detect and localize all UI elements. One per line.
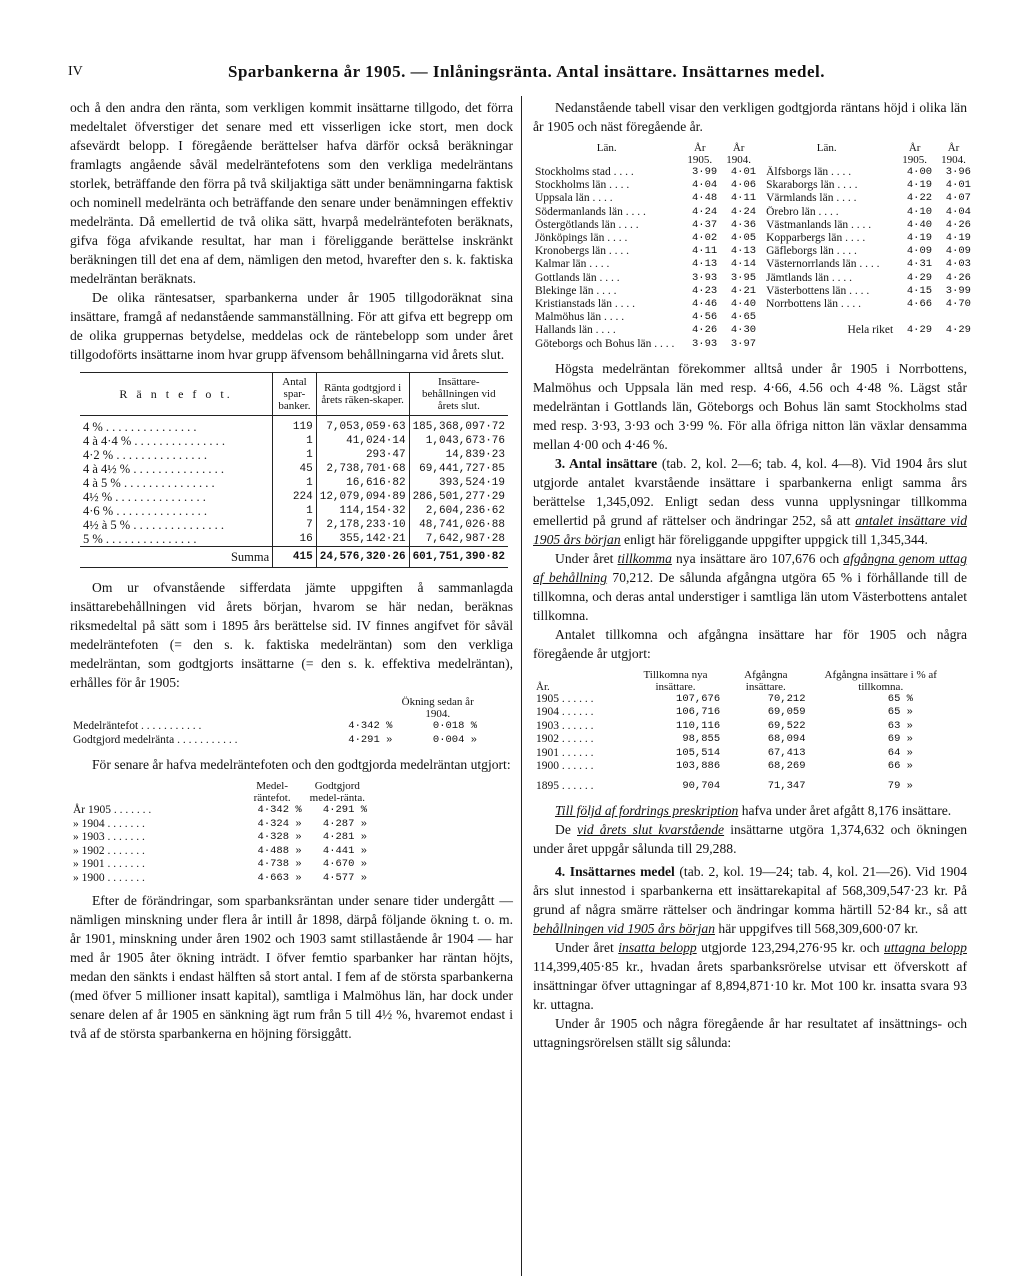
value-1905: 4·40	[906, 218, 933, 231]
banks-cell: 1	[273, 448, 317, 462]
year-cell: 1903 . . . . . .	[536, 719, 594, 732]
balance-cell: 393,524·19	[409, 476, 508, 490]
year-cell: 1905 . . . . . .	[536, 692, 594, 705]
paragraph: Till följd af fordrings preskription hafva under året afgått 8,176 insättare.	[555, 803, 952, 819]
year-cell: 1900 . . . . . .	[536, 760, 594, 773]
table-row	[533, 324, 973, 337]
table-row	[80, 518, 508, 532]
county-cell: Norrbottens län . . . .	[766, 298, 861, 311]
table-row	[533, 272, 973, 285]
rate-cell: 5 % . . . . . . . . . . . . . . .	[83, 532, 197, 546]
table-row	[80, 476, 508, 490]
banks-cell: 1	[273, 476, 317, 490]
paragraph: De vid årets slut kvarstående insättarne utgöra 1,374,632 och ökningen under året uppgår sålunda till 29,288.	[533, 822, 967, 857]
empty-cell	[895, 311, 934, 324]
county-cell: Västmanlands län . . . .	[766, 218, 872, 231]
banks-cell: 1	[273, 434, 317, 448]
yearly-rate-table	[70, 780, 370, 885]
value-1904: 3·95	[730, 271, 757, 284]
column-header: Godtgjord medel-ränta.	[309, 780, 365, 804]
value-cell: 4·342 %	[348, 720, 393, 732]
county-cell: Hallands län . . . .	[535, 324, 616, 337]
value-1904: 4·65	[730, 311, 757, 324]
rate-cell: 4·328 »	[257, 831, 302, 843]
table-row	[533, 206, 973, 219]
rate-cell: 4 à 5 % . . . . . . . . . . . . . . .	[83, 476, 215, 490]
paragraph: Högsta medelräntan förekommer alltså under år 1905 i Norrbottens, Malmöhus och Uppsala län med resp. 4·66, 4.56 och 4·48 %. Lägst står medelräntan i Gottlands län, Göteborgs och Bohus län samt Stockholms stad med resp. 3·93, 3·93 och 3·99 %. För alla öfriga nitton län växlar densamma mellan 4·00 och 4·46 %.	[533, 360, 967, 452]
county-cell: Örebro län . . . .	[766, 205, 839, 218]
total-label: Summa	[80, 547, 273, 568]
balance-cell: 48,741,026·88	[409, 518, 508, 532]
table-row	[533, 338, 973, 351]
interest-cell: 114,154·32	[316, 504, 409, 518]
new-cell: 106,716	[676, 706, 721, 719]
paragraph: Nedanstående tabell visar den verkligen godtgjorda räntans höjd i olika län år 1905 och näst föregående år.	[533, 100, 967, 134]
total-label: Hela riket	[847, 324, 894, 337]
value-1905: 4·00	[906, 166, 933, 178]
value-1904: 4·24	[730, 205, 757, 218]
value-1905: 4·02	[692, 232, 718, 245]
table-row	[70, 845, 370, 859]
table-row	[533, 774, 953, 794]
year-cell: År 1905 . . . . . . .	[73, 804, 152, 816]
county-cell: Göteborgs och Bohus län . . . .	[535, 337, 675, 350]
table-row	[533, 258, 973, 271]
column-header: R ä n t e f o t.	[119, 387, 233, 401]
empty-cell	[758, 311, 895, 324]
total-interest: 24,576,320·26	[316, 547, 409, 568]
paragraph: Under året insatta belopp utgjorde 123,294,276·95 kr. och uttagna belopp 114,399,405·85 kr., hvadan årets sparbanksrörelse utvisar ett öfverskott af insättningar öfver uttagningar af 8,894,871·10 kr. Mot 100 kr. insatta svara 93 kr. uttagna.	[533, 940, 967, 1013]
table-row	[533, 232, 973, 245]
total-banks: 415	[273, 547, 317, 568]
label-cell: Godtgjord medelränta . . . . . . . . . . .	[73, 733, 238, 746]
banks-cell: 45	[273, 462, 317, 476]
table-row	[533, 192, 973, 205]
county-cell: Stockholms stad . . . .	[535, 166, 634, 178]
balance-cell: 185,368,097·72	[409, 416, 508, 435]
pct-cell: 69 »	[887, 733, 913, 746]
value-1905: 4·46	[692, 298, 718, 311]
interest-cell: 41,024·14	[316, 434, 409, 448]
table-row	[80, 504, 508, 518]
table-row	[533, 720, 953, 734]
rate-cell: 4·342 %	[257, 804, 302, 816]
year-cell: 1895 . . . . . .	[536, 779, 594, 792]
banks-cell: 119	[273, 416, 317, 435]
value-1904: 4·07	[945, 192, 971, 205]
column-header: År.	[536, 680, 550, 693]
paragraph: och å den andra den ränta, som verkligen kommit insättarne tillgodo, det förra medeltalet öfverstiger det senare med ett visserligen icke stort, men dock afsevärdt belopp. I föregående berättelser hafva därför också beräkningar framlagts angående såväl medelräntefotens som den verkliga medelräntans storlek, beträffande den förra på två skiljaktiga sätt under benämningarna faktisk och nominell medelränta och beträffande den senare under benämningen effektiv medelränta. Då emellertid de två olika sätt, hvarpå medelräntefoten beräknats, gifva föga afvikande resultat, har man i föreliggande berättelse inskränkt beräkningen till det ena af dem, nämligen den metod, hvarefter den s. k. faktiska medelräntan beräknats.	[70, 100, 513, 286]
banks-cell: 7	[273, 518, 317, 532]
value-1905: 3·99	[692, 166, 718, 178]
column-header: 1904.	[726, 154, 752, 166]
paragraph: Antalet tillkomna och afgångna insättare har för 1905 och några föregående år utgjort:	[533, 626, 967, 661]
value-cell: 4·291 »	[348, 733, 393, 746]
value-1904: 3·96	[945, 166, 971, 178]
value-1904: 3·99	[945, 284, 971, 297]
column-header: Antal spar-banker.	[273, 373, 317, 416]
paid-cell: 4·577 »	[322, 871, 367, 884]
banks-cell: 224	[273, 490, 317, 504]
table-row	[80, 462, 508, 476]
county-cell: Uppsala län . . . .	[535, 192, 613, 205]
table-row	[70, 734, 480, 748]
balance-cell: 286,501,277·29	[409, 490, 508, 504]
depositor-change-table	[533, 669, 953, 794]
table-row	[80, 532, 508, 547]
value-1904: 4·30	[730, 324, 757, 337]
value-1905: 4·37	[692, 218, 718, 231]
year-cell: » 1901 . . . . . . .	[73, 858, 145, 870]
value-1905: 4·56	[692, 311, 718, 324]
new-cell: 98,855	[682, 733, 721, 746]
paid-cell: 4·281 »	[322, 831, 367, 843]
section-heading: 4. Insättarnes medel	[555, 864, 675, 880]
county-cell: Kalmar län . . . .	[535, 258, 610, 271]
table-row	[70, 831, 370, 845]
banks-cell: 16	[273, 532, 317, 547]
rate-cell: 4·488 »	[257, 844, 302, 857]
county-cell: Värmlands län . . . .	[766, 192, 857, 205]
paid-cell: 4·441 »	[322, 844, 367, 857]
rate-cell: 4½ à 5 % . . . . . . . . . . . . . . .	[83, 518, 224, 532]
year-cell: » 1902 . . . . . . .	[73, 844, 145, 857]
value-1904: 4·26	[945, 271, 971, 284]
value-1905: 4·66	[906, 298, 933, 311]
empty-cell	[895, 338, 934, 351]
table-row	[80, 434, 508, 448]
table-row	[533, 298, 973, 311]
balance-cell: 7,642,987·28	[409, 532, 508, 547]
value-1904: 4·14	[730, 258, 757, 271]
column-header: År	[947, 142, 960, 154]
column-header: Insättare-behållningen vid årets slut.	[409, 373, 508, 416]
county-rate-table	[533, 142, 973, 351]
table-row	[533, 245, 973, 258]
value-1905: 4·09	[906, 245, 933, 258]
value-1904: 4·03	[945, 258, 971, 271]
year-cell: » 1904 . . . . . . .	[73, 817, 145, 830]
column-header: 1905.	[902, 154, 928, 166]
county-cell: Blekinge län . . . .	[535, 284, 617, 297]
column-header: Län.	[596, 142, 617, 154]
change-cell: 0·004 »	[432, 733, 477, 746]
column-header: 1904.	[941, 154, 966, 166]
pct-cell: 64 »	[887, 746, 913, 759]
section-4-paragraph: 4. Insättarnes medel (tab. 2, kol. 19—24; tab. 4, kol. 21—26). Vid 1904 års slut innestod i sparbankerna ett insättarekapital af 568,309,547·23 kr. På grund af några smärre rättelser och ändringar komma härtill 52·84 kr., så att behållningen vid 1905 års början här uppgifves till 568,309,600·07 kr.	[533, 864, 967, 937]
value-1904: 4·06	[730, 179, 757, 192]
paragraph: Under året tillkomma nya insättare äro 107,676 och afgångna genom uttag af behållning 70,212. De sålunda afgångna utgöra 65 % i förhållande till de tillkomna, och deras antal understiger i samtliga län utom Västerbottens antalet tillkomna.	[533, 550, 967, 623]
county-cell: Kristianstads län . . . .	[535, 298, 635, 311]
rate-cell: 4·6 % . . . . . . . . . . . . . . .	[83, 504, 207, 518]
gone-cell: 69,059	[767, 706, 806, 719]
table-row	[533, 179, 973, 192]
mean-rate-table	[70, 696, 480, 747]
value-1905: 4·13	[692, 258, 718, 271]
column-header: År	[732, 142, 745, 154]
rate-cell: 4½ % . . . . . . . . . . . . . . .	[83, 490, 206, 504]
paid-cell: 4·291 %	[322, 804, 367, 816]
table-row	[80, 416, 508, 435]
table-row	[533, 760, 953, 774]
value-1904: 3·97	[730, 337, 757, 350]
value-1905: 4·31	[906, 258, 933, 271]
change-cell: 0·018 %	[432, 720, 477, 732]
gone-cell: 68,094	[767, 733, 806, 746]
year-cell: 1904 . . . . . .	[536, 706, 594, 719]
value-1904: 4·01	[730, 166, 757, 178]
value-1905: 3·93	[692, 271, 718, 284]
value-1905: 4·26	[692, 324, 718, 337]
column-header: Afgångna insättare i % af tillkomna.	[824, 668, 937, 693]
balance-cell: 69,441,727·85	[409, 462, 508, 476]
table-row	[533, 733, 953, 747]
table-row	[80, 448, 508, 462]
rate-cell: 4·324 »	[257, 817, 302, 830]
balance-cell: 2,604,236·62	[409, 504, 508, 518]
value-1905: 4·19	[906, 179, 933, 192]
value-1904: 4·01	[945, 179, 971, 192]
rate-cell: 4 à 4½ % . . . . . . . . . . . . . . .	[83, 462, 224, 476]
table-row	[70, 720, 480, 734]
column-header: 1905.	[687, 154, 713, 166]
table-row	[533, 166, 973, 179]
pct-cell: 65 »	[887, 706, 913, 719]
table-row	[80, 490, 508, 504]
value-1905: 4·24	[692, 205, 718, 218]
value-1905: 4·11	[692, 245, 718, 258]
year-cell: 1902 . . . . . .	[536, 733, 594, 746]
new-cell: 105,514	[676, 746, 721, 759]
gone-cell: 70,212	[767, 692, 806, 705]
paragraph: För senare år hafva medelräntefoten och den godtgjorda medelräntan utgjort:	[92, 757, 511, 772]
rate-cell: 4·2 % . . . . . . . . . . . . . . .	[83, 448, 207, 462]
county-cell: Skaraborgs län . . . .	[766, 179, 858, 192]
new-cell: 107,676	[676, 692, 721, 705]
county-cell: Kronobergs län . . . .	[535, 245, 630, 258]
county-cell: Västerbottens län . . . .	[766, 284, 870, 297]
value-1905: 4·22	[906, 192, 933, 205]
column-header: Medel-räntefot.	[253, 780, 291, 804]
county-cell: Östergötlands län . . . .	[535, 218, 639, 231]
gone-cell: 71,347	[767, 779, 806, 792]
value-1904: 4·70	[945, 298, 971, 311]
pct-cell: 63 »	[887, 719, 913, 732]
value-1905: 3·93	[692, 337, 718, 350]
county-cell: Jämtlands län . . . .	[766, 271, 853, 284]
label-cell: Medelräntefot . . . . . . . . . . .	[73, 720, 202, 732]
empty-cell	[934, 338, 973, 351]
column-header: År	[693, 142, 706, 154]
year-cell: » 1903 . . . . . . .	[73, 831, 145, 843]
county-cell: Gäfleborgs län . . . .	[766, 245, 857, 258]
interest-cell: 355,142·21	[316, 532, 409, 547]
table-row	[70, 818, 370, 832]
total-balance: 601,751,390·82	[409, 547, 508, 568]
value-1905: 4·04	[692, 179, 718, 192]
value-1904: 4·13	[730, 245, 757, 258]
table-row	[533, 219, 973, 232]
value-1904: 4·11	[730, 192, 757, 205]
running-header	[68, 62, 968, 86]
paid-cell: 4·670 »	[322, 858, 367, 870]
section-3-paragraph: 3. Antal insättare (tab. 2, kol. 2—6; tab. 4, kol. 4—8). Vid 1904 års slut utgjorde antalet kvarstående insättare i sparbankerna enligt samma års berättelse 1,345,092. Enligt sedan dess vunna upplysningar tillkomma emellertid på grund af rättelser och ändringar 252, så att antalet insättare vid 1905 års början enligt här föreliggande uppgifter uppgick till 1,345,344.	[533, 455, 968, 547]
column-header: Tillkomna nya insättare.	[643, 668, 708, 693]
empty-cell	[934, 311, 973, 324]
rate-cell: 4·663 »	[257, 871, 302, 884]
rate-cell: 4 à 4·4 % . . . . . . . . . . . . . . .	[83, 434, 225, 448]
pct-cell: 65 %	[887, 692, 913, 705]
value-1904: 4·09	[945, 245, 971, 258]
paragraph: De olika räntesatser, sparbankerna under år 1905 tillgodoräknat sina insättare, framgå af nedanstående sammanställning. För att gifva ett begrepp om de olika gruppernas betydelse, meddelas ock de räntebelopp som under året tillgodoförts insättarne inom hvar grupp äfvensom behållningarna vid årets slut.	[70, 290, 513, 362]
column-header: Ökning sedan år 1904.	[401, 696, 474, 720]
value-1905: 4·10	[906, 205, 933, 218]
column-header: Ränta godtgjord i årets räken-skaper.	[316, 373, 409, 416]
value-1905: 4·29	[906, 271, 933, 284]
paragraph: Efter de förändringar, som sparbanksräntan under senare tider undergått — nämligen minskning under flera år intill år 1898, därpå följande ökning t. o. m. år 1901, minskning under åren 1902 och 1903 samt stillastående år 1904 — har med år 1905 åter ökning inträdt. I öfver femtio sparbanker har räntan höjts, medan den sänkts i endast hälften så stort antal. I fem af de största sparbankerna (med öfver 5 millioner insatt kapital), samtliga i Malmöhus län, har dock under senare delen af år 1905 en sänkning ägt rum från 5 till 4½ %, hvaremot endast i två af de största sparbankerna en höjning försiggått.	[70, 893, 513, 1041]
gone-cell: 69,522	[767, 719, 806, 732]
total-1904: 4·29	[945, 324, 971, 337]
interest-rate-table	[80, 372, 508, 568]
balance-cell: 1,043,673·76	[409, 434, 508, 448]
page-title: Sparbankerna år 1905. — Inlåningsränta. Antal insättare. Insättarnes medel.	[228, 62, 825, 81]
new-cell: 90,704	[682, 779, 721, 792]
new-cell: 103,886	[676, 760, 721, 773]
value-1904: 4·40	[730, 298, 757, 311]
value-1905: 4·23	[692, 284, 718, 297]
county-cell: Jönköpings län . . . .	[535, 232, 628, 245]
gone-cell: 67,413	[767, 746, 806, 759]
column-header: Län.	[816, 142, 837, 154]
county-cell: Älfsborgs län . . . .	[766, 166, 852, 178]
banks-cell: 1	[273, 504, 317, 518]
rate-cell: 4 % . . . . . . . . . . . . . . .	[83, 420, 197, 434]
value-1904: 4·26	[945, 218, 971, 231]
paragraph: Om ur ofvanstående sifferdata jämte uppgiften å sammanlagda insättarebehållningen vid årets början, hvarom se här nedan, beräknas riksmedeltal på sätt som i 1895 års berättelse sid. IV finnes angifvet för såväl medelräntefoten (= den s. k. faktiska medelräntan) som den verkliga medelräntan, som godtgjorts insättarne (= den s. k. effektiva medelräntan), erhålles för år 1905:	[70, 580, 513, 690]
value-1904: 4·21	[730, 284, 757, 297]
table-row	[533, 706, 953, 720]
table-row	[533, 747, 953, 761]
value-1904: 4·19	[945, 232, 971, 245]
table-row	[533, 693, 953, 707]
column-divider	[521, 96, 522, 1276]
table-row	[70, 858, 370, 872]
value-1904: 4·36	[730, 218, 757, 231]
value-1905: 4·48	[692, 192, 718, 205]
right-column	[533, 98, 971, 1052]
column-header: År	[908, 142, 921, 154]
table-row	[533, 311, 973, 324]
rate-cell: 4·738 »	[257, 858, 302, 870]
year-cell: » 1900 . . . . . . .	[73, 871, 145, 884]
new-cell: 110,116	[676, 719, 721, 732]
county-cell: Stockholms län . . . .	[535, 179, 630, 192]
section-heading: 3. Antal insättare	[555, 455, 658, 471]
pct-cell: 66 »	[887, 760, 913, 773]
year-cell: 1901 . . . . . .	[536, 746, 594, 759]
county-cell: Västernorrlands län . . . .	[766, 258, 880, 271]
paid-cell: 4·287 »	[322, 817, 367, 830]
value-1904: 4·05	[730, 232, 757, 245]
table-row	[70, 804, 370, 818]
county-cell: Södermanlands län . . . .	[535, 205, 646, 218]
county-cell: Kopparbergs län . . . .	[766, 232, 866, 245]
interest-cell: 2,178,233·10	[316, 518, 409, 532]
value-1904: 4·04	[945, 205, 971, 218]
column-header: Afgångna insättare.	[744, 668, 788, 693]
gone-cell: 68,269	[767, 760, 806, 773]
interest-cell: 12,079,094·89	[316, 490, 409, 504]
page-number: IV	[68, 64, 83, 79]
total-1905: 4·29	[906, 324, 933, 337]
empty-cell	[758, 338, 895, 351]
left-column	[70, 98, 513, 1043]
pct-cell: 79 »	[887, 779, 913, 792]
value-1905: 4·15	[906, 284, 933, 297]
table-row	[533, 285, 973, 298]
county-cell: Gottlands län . . . .	[535, 271, 620, 284]
balance-cell: 14,839·23	[409, 448, 508, 462]
value-1905: 4·19	[906, 232, 933, 245]
interest-cell: 293·47	[316, 448, 409, 462]
interest-cell: 16,616·82	[316, 476, 409, 490]
interest-cell: 7,053,059·63	[316, 416, 409, 435]
table-row	[70, 872, 370, 886]
interest-cell: 2,738,701·68	[316, 462, 409, 476]
paragraph: Under år 1905 och några föregående år har resultatet af insättnings- och uttagningsrörelsen ställt sig sålunda:	[533, 1016, 967, 1051]
county-cell: Malmöhus län . . . .	[535, 311, 625, 324]
